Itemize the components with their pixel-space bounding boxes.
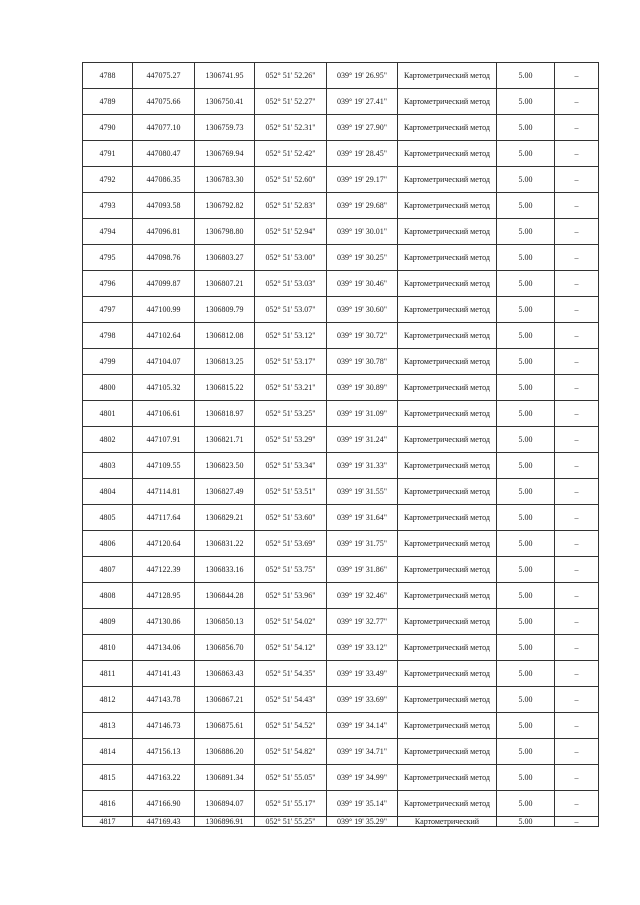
point-number-cell: 4809 bbox=[83, 609, 133, 635]
y-coordinate-cell: 1306813.25 bbox=[195, 349, 255, 375]
accuracy-cell: 5.00 bbox=[497, 635, 555, 661]
point-number-cell: 4790 bbox=[83, 115, 133, 141]
note-cell: – bbox=[555, 427, 599, 453]
y-coordinate-cell: 1306823.50 bbox=[195, 453, 255, 479]
x-coordinate-cell: 447077.10 bbox=[133, 115, 195, 141]
method-cell: Картометрический метод bbox=[398, 375, 497, 401]
y-coordinate-cell: 1306815.22 bbox=[195, 375, 255, 401]
y-coordinate-cell: 1306783.30 bbox=[195, 167, 255, 193]
x-coordinate-cell: 447130.86 bbox=[133, 609, 195, 635]
point-number-cell: 4815 bbox=[83, 765, 133, 791]
point-number-cell: 4804 bbox=[83, 479, 133, 505]
table-row bbox=[83, 635, 599, 661]
latitude-cell: 052° 51' 54.12" bbox=[255, 635, 327, 661]
point-number-cell: 4806 bbox=[83, 531, 133, 557]
note-cell: – bbox=[555, 609, 599, 635]
note-cell: – bbox=[555, 661, 599, 687]
x-coordinate-cell: 447086.35 bbox=[133, 167, 195, 193]
latitude-cell: 052° 51' 52.60" bbox=[255, 167, 327, 193]
x-coordinate-cell: 447099.87 bbox=[133, 271, 195, 297]
accuracy-cell: 5.00 bbox=[497, 323, 555, 349]
accuracy-cell: 5.00 bbox=[497, 765, 555, 791]
y-coordinate-cell: 1306769.94 bbox=[195, 141, 255, 167]
x-coordinate-cell: 447122.39 bbox=[133, 557, 195, 583]
note-cell: – bbox=[555, 271, 599, 297]
longitude-cell: 039° 19' 30.72" bbox=[327, 323, 398, 349]
latitude-cell: 052° 51' 55.05" bbox=[255, 765, 327, 791]
point-number-cell: 4803 bbox=[83, 453, 133, 479]
x-coordinate-cell: 447100.99 bbox=[133, 297, 195, 323]
table-row bbox=[83, 557, 599, 583]
longitude-cell: 039° 19' 33.69" bbox=[327, 687, 398, 713]
latitude-cell: 052° 51' 52.94" bbox=[255, 219, 327, 245]
x-coordinate-cell: 447166.90 bbox=[133, 791, 195, 817]
table-row bbox=[83, 505, 599, 531]
note-cell: – bbox=[555, 375, 599, 401]
x-coordinate-cell: 447156.13 bbox=[133, 739, 195, 765]
x-coordinate-cell: 447075.27 bbox=[133, 63, 195, 89]
latitude-cell: 052° 51' 53.17" bbox=[255, 349, 327, 375]
longitude-cell: 039° 19' 30.01" bbox=[327, 219, 398, 245]
note-cell: – bbox=[555, 687, 599, 713]
table-row bbox=[83, 531, 599, 557]
note-cell: – bbox=[555, 635, 599, 661]
point-number-cell: 4800 bbox=[83, 375, 133, 401]
table-row bbox=[83, 661, 599, 687]
accuracy-cell: 5.00 bbox=[497, 245, 555, 271]
table-row bbox=[83, 141, 599, 167]
table-row bbox=[83, 765, 599, 791]
longitude-cell: 039° 19' 30.46" bbox=[327, 271, 398, 297]
x-coordinate-cell: 447109.55 bbox=[133, 453, 195, 479]
accuracy-cell: 5.00 bbox=[497, 401, 555, 427]
x-coordinate-cell: 447141.43 bbox=[133, 661, 195, 687]
point-number-cell: 4814 bbox=[83, 739, 133, 765]
latitude-cell: 052° 51' 54.43" bbox=[255, 687, 327, 713]
y-coordinate-cell: 1306875.61 bbox=[195, 713, 255, 739]
y-coordinate-cell: 1306807.21 bbox=[195, 271, 255, 297]
method-cell: Картометрический метод bbox=[398, 531, 497, 557]
longitude-cell: 039° 19' 31.64" bbox=[327, 505, 398, 531]
coordinates-table-body bbox=[83, 63, 599, 827]
accuracy-cell: 5.00 bbox=[497, 89, 555, 115]
table-row bbox=[83, 297, 599, 323]
latitude-cell: 052° 51' 53.96" bbox=[255, 583, 327, 609]
table-row bbox=[83, 687, 599, 713]
method-cell: Картометрический метод bbox=[398, 635, 497, 661]
y-coordinate-cell: 1306792.82 bbox=[195, 193, 255, 219]
note-cell: – bbox=[555, 791, 599, 817]
x-coordinate-cell: 447107.91 bbox=[133, 427, 195, 453]
method-cell: Картометрический метод bbox=[398, 505, 497, 531]
longitude-cell: 039° 19' 34.99" bbox=[327, 765, 398, 791]
y-coordinate-cell: 1306844.28 bbox=[195, 583, 255, 609]
note-cell: – bbox=[555, 141, 599, 167]
accuracy-cell: 5.00 bbox=[497, 687, 555, 713]
table-row bbox=[83, 817, 599, 827]
x-coordinate-cell: 447106.61 bbox=[133, 401, 195, 427]
latitude-cell: 052° 51' 53.51" bbox=[255, 479, 327, 505]
x-coordinate-cell: 447114.81 bbox=[133, 479, 195, 505]
note-cell: – bbox=[555, 453, 599, 479]
x-coordinate-cell: 447096.81 bbox=[133, 219, 195, 245]
y-coordinate-cell: 1306896.91 bbox=[195, 817, 255, 827]
point-number-cell: 4795 bbox=[83, 245, 133, 271]
method-cell: Картометрический метод bbox=[398, 323, 497, 349]
point-number-cell: 4805 bbox=[83, 505, 133, 531]
y-coordinate-cell: 1306856.70 bbox=[195, 635, 255, 661]
method-cell: Картометрический метод bbox=[398, 427, 497, 453]
accuracy-cell: 5.00 bbox=[497, 609, 555, 635]
table-row bbox=[83, 713, 599, 739]
method-cell: Картометрический метод bbox=[398, 115, 497, 141]
note-cell: – bbox=[555, 557, 599, 583]
y-coordinate-cell: 1306863.43 bbox=[195, 661, 255, 687]
accuracy-cell: 5.00 bbox=[497, 817, 555, 827]
method-cell: Картометрический метод bbox=[398, 245, 497, 271]
longitude-cell: 039° 19' 32.77" bbox=[327, 609, 398, 635]
table-row bbox=[83, 739, 599, 765]
point-number-cell: 4797 bbox=[83, 297, 133, 323]
longitude-cell: 039° 19' 27.41" bbox=[327, 89, 398, 115]
method-cell: Картометрический метод bbox=[398, 167, 497, 193]
latitude-cell: 052° 51' 53.25" bbox=[255, 401, 327, 427]
longitude-cell: 039° 19' 34.71" bbox=[327, 739, 398, 765]
longitude-cell: 039° 19' 35.29" bbox=[327, 817, 398, 827]
note-cell: – bbox=[555, 401, 599, 427]
x-coordinate-cell: 447143.78 bbox=[133, 687, 195, 713]
note-cell: – bbox=[555, 531, 599, 557]
x-coordinate-cell: 447102.64 bbox=[133, 323, 195, 349]
table-row bbox=[83, 89, 599, 115]
x-coordinate-cell: 447105.32 bbox=[133, 375, 195, 401]
point-number-cell: 4813 bbox=[83, 713, 133, 739]
y-coordinate-cell: 1306818.97 bbox=[195, 401, 255, 427]
point-number-cell: 4799 bbox=[83, 349, 133, 375]
longitude-cell: 039° 19' 33.12" bbox=[327, 635, 398, 661]
y-coordinate-cell: 1306821.71 bbox=[195, 427, 255, 453]
note-cell: – bbox=[555, 297, 599, 323]
x-coordinate-cell: 447163.22 bbox=[133, 765, 195, 791]
table-row bbox=[83, 63, 599, 89]
method-cell: Картометрический метод bbox=[398, 609, 497, 635]
method-cell: Картометрический метод bbox=[398, 297, 497, 323]
note-cell: – bbox=[555, 89, 599, 115]
longitude-cell: 039° 19' 30.89" bbox=[327, 375, 398, 401]
table-row bbox=[83, 609, 599, 635]
note-cell: – bbox=[555, 583, 599, 609]
y-coordinate-cell: 1306833.16 bbox=[195, 557, 255, 583]
x-coordinate-cell: 447134.06 bbox=[133, 635, 195, 661]
method-cell: Картометрический метод bbox=[398, 583, 497, 609]
longitude-cell: 039° 19' 30.78" bbox=[327, 349, 398, 375]
longitude-cell: 039° 19' 27.90" bbox=[327, 115, 398, 141]
note-cell: – bbox=[555, 765, 599, 791]
accuracy-cell: 5.00 bbox=[497, 193, 555, 219]
longitude-cell: 039° 19' 31.33" bbox=[327, 453, 398, 479]
longitude-cell: 039° 19' 30.60" bbox=[327, 297, 398, 323]
method-cell: Картометрический метод bbox=[398, 141, 497, 167]
note-cell: – bbox=[555, 219, 599, 245]
y-coordinate-cell: 1306750.41 bbox=[195, 89, 255, 115]
longitude-cell: 039° 19' 35.14" bbox=[327, 791, 398, 817]
longitude-cell: 039° 19' 26.95" bbox=[327, 63, 398, 89]
longitude-cell: 039° 19' 31.86" bbox=[327, 557, 398, 583]
point-number-cell: 4816 bbox=[83, 791, 133, 817]
note-cell: – bbox=[555, 63, 599, 89]
latitude-cell: 052° 51' 52.27" bbox=[255, 89, 327, 115]
table-row bbox=[83, 349, 599, 375]
point-number-cell: 4791 bbox=[83, 141, 133, 167]
latitude-cell: 052° 51' 54.35" bbox=[255, 661, 327, 687]
method-cell: Картометрический bbox=[398, 817, 497, 827]
latitude-cell: 052° 51' 55.17" bbox=[255, 791, 327, 817]
longitude-cell: 039° 19' 33.49" bbox=[327, 661, 398, 687]
accuracy-cell: 5.00 bbox=[497, 427, 555, 453]
longitude-cell: 039° 19' 31.09" bbox=[327, 401, 398, 427]
x-coordinate-cell: 447104.07 bbox=[133, 349, 195, 375]
accuracy-cell: 5.00 bbox=[497, 375, 555, 401]
accuracy-cell: 5.00 bbox=[497, 141, 555, 167]
latitude-cell: 052° 51' 53.34" bbox=[255, 453, 327, 479]
accuracy-cell: 5.00 bbox=[497, 453, 555, 479]
x-coordinate-cell: 447128.95 bbox=[133, 583, 195, 609]
longitude-cell: 039° 19' 31.55" bbox=[327, 479, 398, 505]
note-cell: – bbox=[555, 713, 599, 739]
method-cell: Картометрический метод bbox=[398, 791, 497, 817]
longitude-cell: 039° 19' 30.25" bbox=[327, 245, 398, 271]
y-coordinate-cell: 1306812.08 bbox=[195, 323, 255, 349]
y-coordinate-cell: 1306831.22 bbox=[195, 531, 255, 557]
accuracy-cell: 5.00 bbox=[497, 271, 555, 297]
latitude-cell: 052° 51' 53.21" bbox=[255, 375, 327, 401]
x-coordinate-cell: 447120.64 bbox=[133, 531, 195, 557]
latitude-cell: 052° 51' 52.26" bbox=[255, 63, 327, 89]
method-cell: Картометрический метод bbox=[398, 63, 497, 89]
latitude-cell: 052° 51' 53.60" bbox=[255, 505, 327, 531]
longitude-cell: 039° 19' 32.46" bbox=[327, 583, 398, 609]
latitude-cell: 052° 51' 53.75" bbox=[255, 557, 327, 583]
table-row bbox=[83, 323, 599, 349]
x-coordinate-cell: 447075.66 bbox=[133, 89, 195, 115]
point-number-cell: 4810 bbox=[83, 635, 133, 661]
accuracy-cell: 5.00 bbox=[497, 791, 555, 817]
table-row bbox=[83, 193, 599, 219]
point-number-cell: 4789 bbox=[83, 89, 133, 115]
accuracy-cell: 5.00 bbox=[497, 739, 555, 765]
point-number-cell: 4794 bbox=[83, 219, 133, 245]
longitude-cell: 039° 19' 29.68" bbox=[327, 193, 398, 219]
latitude-cell: 052° 51' 54.52" bbox=[255, 713, 327, 739]
latitude-cell: 052° 51' 54.02" bbox=[255, 609, 327, 635]
y-coordinate-cell: 1306886.20 bbox=[195, 739, 255, 765]
method-cell: Картометрический метод bbox=[398, 219, 497, 245]
latitude-cell: 052° 51' 52.42" bbox=[255, 141, 327, 167]
y-coordinate-cell: 1306850.13 bbox=[195, 609, 255, 635]
latitude-cell: 052° 51' 52.83" bbox=[255, 193, 327, 219]
method-cell: Картометрический метод bbox=[398, 193, 497, 219]
point-number-cell: 4793 bbox=[83, 193, 133, 219]
x-coordinate-cell: 447080.47 bbox=[133, 141, 195, 167]
note-cell: – bbox=[555, 349, 599, 375]
latitude-cell: 052° 51' 53.00" bbox=[255, 245, 327, 271]
method-cell: Картометрический метод bbox=[398, 89, 497, 115]
table-row bbox=[83, 479, 599, 505]
table-row bbox=[83, 583, 599, 609]
accuracy-cell: 5.00 bbox=[497, 557, 555, 583]
accuracy-cell: 5.00 bbox=[497, 219, 555, 245]
x-coordinate-cell: 447098.76 bbox=[133, 245, 195, 271]
method-cell: Картометрический метод bbox=[398, 271, 497, 297]
y-coordinate-cell: 1306829.21 bbox=[195, 505, 255, 531]
method-cell: Картометрический метод bbox=[398, 401, 497, 427]
accuracy-cell: 5.00 bbox=[497, 531, 555, 557]
point-number-cell: 4802 bbox=[83, 427, 133, 453]
note-cell: – bbox=[555, 115, 599, 141]
accuracy-cell: 5.00 bbox=[497, 167, 555, 193]
note-cell: – bbox=[555, 193, 599, 219]
table-row bbox=[83, 375, 599, 401]
longitude-cell: 039° 19' 28.45" bbox=[327, 141, 398, 167]
method-cell: Картометрический метод bbox=[398, 453, 497, 479]
note-cell: – bbox=[555, 739, 599, 765]
point-number-cell: 4812 bbox=[83, 687, 133, 713]
accuracy-cell: 5.00 bbox=[497, 115, 555, 141]
point-number-cell: 4808 bbox=[83, 583, 133, 609]
method-cell: Картометрический метод bbox=[398, 687, 497, 713]
longitude-cell: 039° 19' 29.17" bbox=[327, 167, 398, 193]
point-number-cell: 4817 bbox=[83, 817, 133, 827]
method-cell: Картометрический метод bbox=[398, 349, 497, 375]
x-coordinate-cell: 447117.64 bbox=[133, 505, 195, 531]
y-coordinate-cell: 1306867.21 bbox=[195, 687, 255, 713]
latitude-cell: 052° 51' 53.29" bbox=[255, 427, 327, 453]
note-cell: – bbox=[555, 479, 599, 505]
point-number-cell: 4801 bbox=[83, 401, 133, 427]
point-number-cell: 4798 bbox=[83, 323, 133, 349]
latitude-cell: 052° 51' 54.82" bbox=[255, 739, 327, 765]
y-coordinate-cell: 1306809.79 bbox=[195, 297, 255, 323]
accuracy-cell: 5.00 bbox=[497, 583, 555, 609]
latitude-cell: 052° 51' 53.12" bbox=[255, 323, 327, 349]
y-coordinate-cell: 1306798.80 bbox=[195, 219, 255, 245]
point-number-cell: 4811 bbox=[83, 661, 133, 687]
latitude-cell: 052° 51' 53.03" bbox=[255, 271, 327, 297]
coordinates-table bbox=[82, 62, 599, 827]
method-cell: Картометрический метод bbox=[398, 479, 497, 505]
table-row bbox=[83, 245, 599, 271]
point-number-cell: 4796 bbox=[83, 271, 133, 297]
note-cell: – bbox=[555, 245, 599, 271]
latitude-cell: 052° 51' 53.07" bbox=[255, 297, 327, 323]
y-coordinate-cell: 1306891.34 bbox=[195, 765, 255, 791]
method-cell: Картометрический метод bbox=[398, 661, 497, 687]
table-row bbox=[83, 219, 599, 245]
table-row bbox=[83, 427, 599, 453]
y-coordinate-cell: 1306827.49 bbox=[195, 479, 255, 505]
latitude-cell: 052° 51' 55.25" bbox=[255, 817, 327, 827]
table-row bbox=[83, 401, 599, 427]
note-cell: – bbox=[555, 505, 599, 531]
accuracy-cell: 5.00 bbox=[497, 505, 555, 531]
table-row bbox=[83, 453, 599, 479]
longitude-cell: 039° 19' 31.75" bbox=[327, 531, 398, 557]
y-coordinate-cell: 1306803.27 bbox=[195, 245, 255, 271]
longitude-cell: 039° 19' 34.14" bbox=[327, 713, 398, 739]
y-coordinate-cell: 1306894.07 bbox=[195, 791, 255, 817]
accuracy-cell: 5.00 bbox=[497, 63, 555, 89]
x-coordinate-cell: 447146.73 bbox=[133, 713, 195, 739]
table-row bbox=[83, 167, 599, 193]
x-coordinate-cell: 447169.43 bbox=[133, 817, 195, 827]
accuracy-cell: 5.00 bbox=[497, 661, 555, 687]
table-row bbox=[83, 791, 599, 817]
point-number-cell: 4788 bbox=[83, 63, 133, 89]
latitude-cell: 052° 51' 53.69" bbox=[255, 531, 327, 557]
method-cell: Картометрический метод bbox=[398, 765, 497, 791]
coordinates-table-container bbox=[82, 62, 598, 827]
latitude-cell: 052° 51' 52.31" bbox=[255, 115, 327, 141]
accuracy-cell: 5.00 bbox=[497, 349, 555, 375]
point-number-cell: 4792 bbox=[83, 167, 133, 193]
longitude-cell: 039° 19' 31.24" bbox=[327, 427, 398, 453]
note-cell: – bbox=[555, 817, 599, 827]
note-cell: – bbox=[555, 167, 599, 193]
table-row bbox=[83, 115, 599, 141]
accuracy-cell: 5.00 bbox=[497, 297, 555, 323]
method-cell: Картометрический метод bbox=[398, 557, 497, 583]
y-coordinate-cell: 1306741.95 bbox=[195, 63, 255, 89]
point-number-cell: 4807 bbox=[83, 557, 133, 583]
accuracy-cell: 5.00 bbox=[497, 713, 555, 739]
method-cell: Картометрический метод bbox=[398, 739, 497, 765]
accuracy-cell: 5.00 bbox=[497, 479, 555, 505]
method-cell: Картометрический метод bbox=[398, 713, 497, 739]
x-coordinate-cell: 447093.58 bbox=[133, 193, 195, 219]
table-row bbox=[83, 271, 599, 297]
y-coordinate-cell: 1306759.73 bbox=[195, 115, 255, 141]
note-cell: – bbox=[555, 323, 599, 349]
